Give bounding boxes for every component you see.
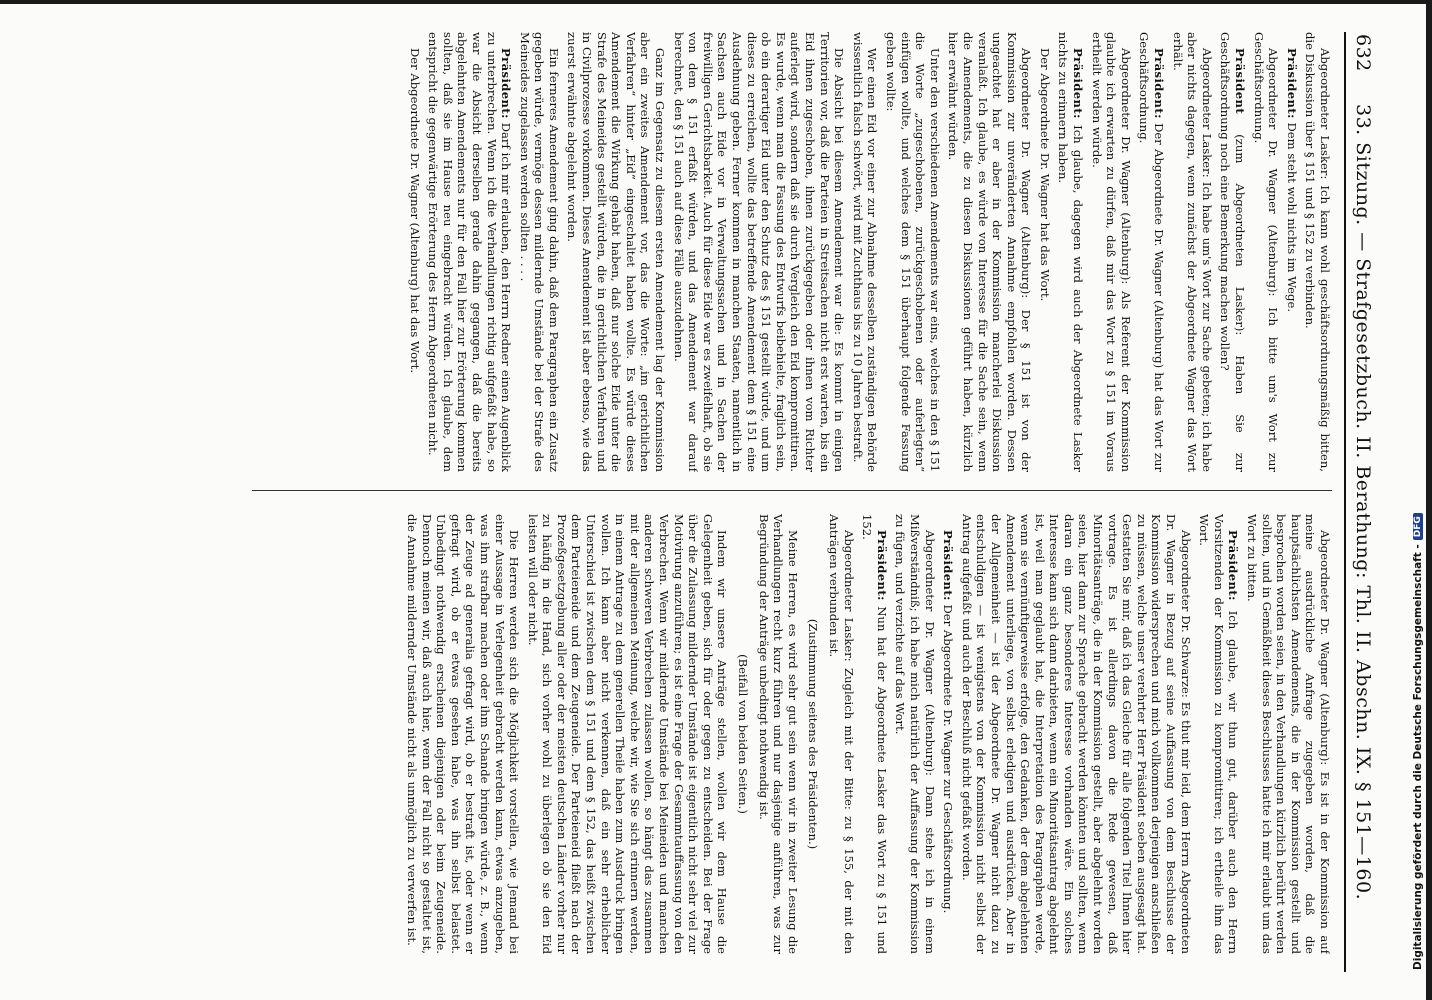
paragraph-text: Ein ferneres Amendement ging dahin, daß dem Paragraphen ein Zusatz gegeben würde, vermöge dessen mildernde Umstände bei der Strafe des Meineides zugelassen werden sollten . . . . [517,32,561,472]
paragraph [1218,32,1247,472]
paragraph [883,32,941,472]
header-rule [1344,32,1346,972]
paragraph-text: Der Abgeordnete Dr. Wagner zur Geschäftsordnung. [941,604,956,914]
paragraph [1137,32,1166,472]
paragraph-text: Die Absicht bei diesem Amendement war die: Es kommt in einigen Territorien vor, daß die Parteien in Streitsachen nicht erst warten, bis ein Eid ihnen zugeschoben, ihnen zurückgegeben oder ihnen vom Richter auferlegt wird, sondern daß sie durch Vergleich den Eid kompromittiren. Es wurde, wenn man die Fassung des Entwurfs beibehielte, fraglich sein, ob ein derartiger Eid unter den Schutz des § 151 gestellt würde, und um dieses zu erreichen, wollte das betreffende Amendement dem § 151 eine Ausdehnung geben. Ferner kommen in manchen Staaten, namentlich in Sachsen auch Eide vor in Verwaltungssachen und in Sachen der freiwilligen Gerichtsbarkeit. Auch für diese Eide war es zweifelhaft, ob sie von dem § 151 erfaßt würden, und das Amendement war darauf berechnet, den § 151 auch auf diese Fälle auszudehnen. [671,32,847,472]
paragraph [850,32,879,472]
paragraph-text: Ich glaube, dagegen wird auch der Abgeordnete Lasker nichts zu erinnern haben. [1056,32,1086,472]
paragraph-text: (Zustimmung seitens des Präsidenten.) [806,618,821,850]
paragraph [1244,514,1332,954]
paragraph-text: Abgeordneter Lasker: Zugleich mit der Bitte: zu § 155, der mit den Anträgen verbunden ist. [827,514,856,954]
paragraph [671,32,846,472]
paragraph [1197,514,1241,954]
paragraph-text: Meine Herren, es wird sehr gut sein wenn wir in zweiter Lesung die Verhandlungen recht kurz führen und nur dasjenige anführen, was zur Begründung der Anträge unbedingt nothwendig ist. [756,514,800,954]
paragraph [959,514,1193,954]
paragraph-text: Abgeordneter Dr. Wagner (Altenburg): Der § 151 ist von der Kommission zur unveränderten Annahme empfohlen worden. Dessen ungeachtet hat er aber in der Kommission mancherlei Diskussion veranlaßt. Ich glaube, es würde von Interesse für die Sache sein, wenn die Amendements, die zu diesen Diskussionen geführt haben, kürzlich hier erwähnt würden. [946,32,1034,472]
paragraph [1056,32,1085,472]
digitization-note [1408,30,1428,970]
paragraph [1170,32,1214,472]
speaker-label: Präsident: [941,530,956,601]
paragraph-text: Abgeordneter Dr. Wagner (Altenburg): Als Referent der Kommission glaubte ich erwarten zu dürfen, daß mir das Wort zu § 151 im Voraus ertheilt werden würde. [1089,32,1133,472]
paragraph-text: Wer einen Eid vor einer zur Abnahme desselben zuständigen Behörde wissentlich falsch schwört, wird mit Zuchthaus bis zu 10 Jahren bestraft. [850,32,880,472]
paragraph [404,514,521,954]
paragraph [941,514,956,954]
paragraph [946,32,1034,472]
paragraph [756,514,800,954]
paragraph [893,514,937,954]
paragraph [1037,32,1052,472]
column-divider [252,490,1332,491]
paragraph [806,514,821,954]
paragraph [860,514,889,954]
scan-right-edge [1426,0,1432,1000]
speaker-label: Präsident: [1284,48,1299,119]
paragraph-text: Abgeordneter Dr. Schwarze: Es thut mir leid, dem Herrn Abgeordneten Dr. Wagner in Bezug auf seine Auffassung von dem Beschlusse der Kommission widersprechen und mich vollkommen derjenigen anschließen zu müssen, welche unser verehrter Herr Präsident soeben ausgesagt hat. Gestatten Sie mir, daß ich das Gleiche für alle folgenden Titel Ihnen hier vortrage. Es ist allerdings davon die Rede gewesen, daß Minoritätsanträge, die in der Kommission gestellt, aber abgelehnt worden seien, hier dann zur Sprache gebracht werden könnten und sollten, wenn daran ein ganz besonderes Interesse vorhanden wäre. Ein solches Interesse kann sich dann darbieten, wenn ein Minoritätsantrag abgelehnt ist, weil man geglaubt hat, die Interpretation des Paragraphen werde, wenn sie vernünftigerweise erfolge, den Gedanken, der dem abgelehnten Amendement unterliege, von selbst erledigen und ausdrücken. Aber in der Allgemeinheit — ist der Abgeordnete Dr. Wagner nicht dazu zu entschuldigen — ist wenigstens von der Kommission nicht selbst der Antrag aufgefaßt und auch der Beschluß nicht gefaßt worden. [959,514,1193,954]
paragraph [517,32,561,472]
paragraph-text: Der Abgeordnete Dr. Wagner hat das Wort. [1037,48,1052,302]
speaker-label: Präsident: [1071,48,1086,119]
paragraph-text: Abgeordneter Lasker: Ich kann wohl geschäftsordnungsmäßig bitten, die Diskussion über § 151 und § 152 zu verbinden. [1303,32,1332,472]
paragraph [426,32,514,472]
session-title: 33. Sitzung. — Strafgesetzbuch. II. Berathung: Thl. II. Abschn. IX. § 151—160. [1352,104,1374,901]
paragraph-text: Abgeordneter Dr. Wagner (Altenburg): Ich bitte um's Wort zur Geschäftsordnung. [1251,32,1281,472]
speaker-label: Präsident: [1226,530,1241,601]
right-column [82,514,1332,954]
paragraph-text: (zum Abgeordneten Lasker): Haben Sie zur Geschäftsordnung noch eine Bemerkung machen wollen? [1218,32,1248,472]
paragraph [1284,32,1299,472]
paragraph [407,32,422,472]
paragraph [735,514,750,954]
paragraph-text: (Beifall von beiden Seiten.) [736,654,751,814]
paragraph-text: Die Herren werden sich die Möglichkeit vorstellen, wie Jemand bei einer Aussage in Verlegenheit gebracht werden kann, etwas anzugeben, was ihm strafbar machen oder ihm Schande bringen würde, z. B., wenn der Zeuge ad generalia gefragt wird, ob er bestraft ist, oder wenn er gefragt wird, ob er etwas gesehen habe, was ihn selbst belastet. Unbedingt nothwendig erscheinen diejenigen oder beim Zeugeneide. Dennoch meinen wir, daß auch hier, wenn der Fall nicht so gestaltet ist, die Annahme mildernder Umstände nicht als unmöglich zu verwerfen ist. [404,514,522,954]
paragraph-text: Ich glaube, wir thun gut, darüber auch den Herrn Vorsitzenden der Kommission zu kompromittiren; ich ertheile ihm das Wort. [1197,514,1241,954]
paragraph-text: Der Abgeordnete Dr. Wagner (Altenburg) hat das Wort zur Geschäftsordnung. [1137,32,1167,472]
paragraph-text: Ganz im Gegensatz zu diesem ersten Amendement lag der Kommission aber ein zweites Amendement vor, das die Worte: „im gerichtlichen Verfahren“ hinter „Eid“ eingeschaltet haben wollte. Es würde dieses Amendement die Wirkung gehabt haben, daß nur solche Eide unter die Strafe des Meineides gestellt würden, die in gerichtlichen Verfahren und in Civilprozesse vorkommen. Dieses Amendement ist aber ebenso, wie das zuerst erwähnte abgelehnt worden. [565,32,668,472]
paragraph-text: Abgeordneter Lasker: Ich habe um's Wort zur Sache gebeten; ich habe aber nichts dagegen, wenn zunächst der Abgeordnete Wagner das Wort erhält. [1170,32,1214,472]
paragraph [826,514,855,954]
paragraph-text: Darf ich mir erlauben, den Herrn Redner einen Augenblick zu unterbrechen. Wenn ich die Verhandlungen richtig aufgefaßt habe, so war die Absicht derselben gerade dahin gegangen, daß die bereits abgelehnten Amendements nur für den Fall hier zur Erörterung kommen sollten, daß sie im Hause neu eingebracht würden. Ich glaube, dem entspricht die gegenwärtige Erörterung des Herrn Abgeordneten nicht. [426,32,514,472]
paragraph [1303,32,1332,472]
speaker-label: Präsident: [1152,48,1167,119]
paragraph [565,32,667,472]
paragraph-text: Nun hat der Abgeordnete Lasker das Wort zu § 151 und 152. [860,514,889,954]
paragraph [525,514,729,954]
paragraph [1251,32,1280,472]
paragraph-text: Abgeordneter Dr. Wagner (Altenburg): Es ist in der Kommission auf meine ausdrückliche Anfrage zugegeben worden, daß die hauptsächlichsten Amendements, die in der Kommission gestellt und besprochen worden seien, in den Verhandlungen kürzlich berührt werden sollten, und in Gemäßheit dieses Beschlusses hatte ich mir erlaubt um das Wort zu bitten. [1245,514,1332,954]
speaker-label: Präsident: [874,530,889,601]
paragraph-text: Dem steht wohl nichts im Wege. [1284,122,1299,313]
running-header [1352,34,1394,964]
paragraph-text: Unter den verschiedenen Amendements war eins, welches in den § 151 die Worte „zugeschobenen, zurückgeschobenen oder auferlegten“ einfügen wollte, und welches dem § 151 überhaupt folgende Fassung geben wollte: [883,32,942,472]
speaker-label: Präsident: [499,48,514,119]
paragraph-text: Indem wir unsere Anträge stellen, wollen wir dem Hause die Gelegenheit geben, sich für oder gegen zu entscheiden. Bei der Frage über die Zulassung mildernder Umstände ist eigentlich nicht sehr viel zur Motivirung anzuführen; es ist eine Frage der Gesammtauffassung von den Verbrechen. Wenn wir mildernde Umstände bei Meineiden und manchen anderen schweren Verbrechen zulassen wollen, so hängt das zusammen mit der allgemeinen Meinung, welche wir, wie Sie sich erinnern werden, in einem Antrage zu dem generellen Theile haben zum Ausdruck bringen wollen. Ich kann aber nicht verkennen, daß ein sehr erheblicher Unterschied ist zwischen dem § 151 und dem § 152, das heißt zwischen dem Parteieneide und dem Zeugeneide. Der Parteieneid fließt nach der Prozeßgesetzgebung aller oder der meisten deutschen Länder vorher nur zu häufig in die Hand, sich vorher wohl zu überlegen ob sie den Eid leisten will oder nicht. [525,514,730,954]
speaker-label: Präsident [1233,48,1248,115]
digitization-credit: Digitalisierung gefördert durch die Deutsche Forschungsgemeinschaft - [1412,544,1424,970]
dfg-logo: DFG [1413,513,1423,540]
paragraph [1089,32,1133,472]
paragraph-text: Abgeordneter Dr. Wagner (Altenburg): Dann stehe ich in einem Mißverständniß; ich habe mich natürlich der Auffassung der Kommission zu fügen, und verzichte auf das Wort. [893,514,937,954]
left-column [82,32,1332,472]
page-number: 632 [1352,34,1374,72]
paragraph-text: Der Abgeordnete Dr. Wagner (Altenburg) hat das Wort. [407,48,422,374]
document-sheet [30,14,1410,986]
